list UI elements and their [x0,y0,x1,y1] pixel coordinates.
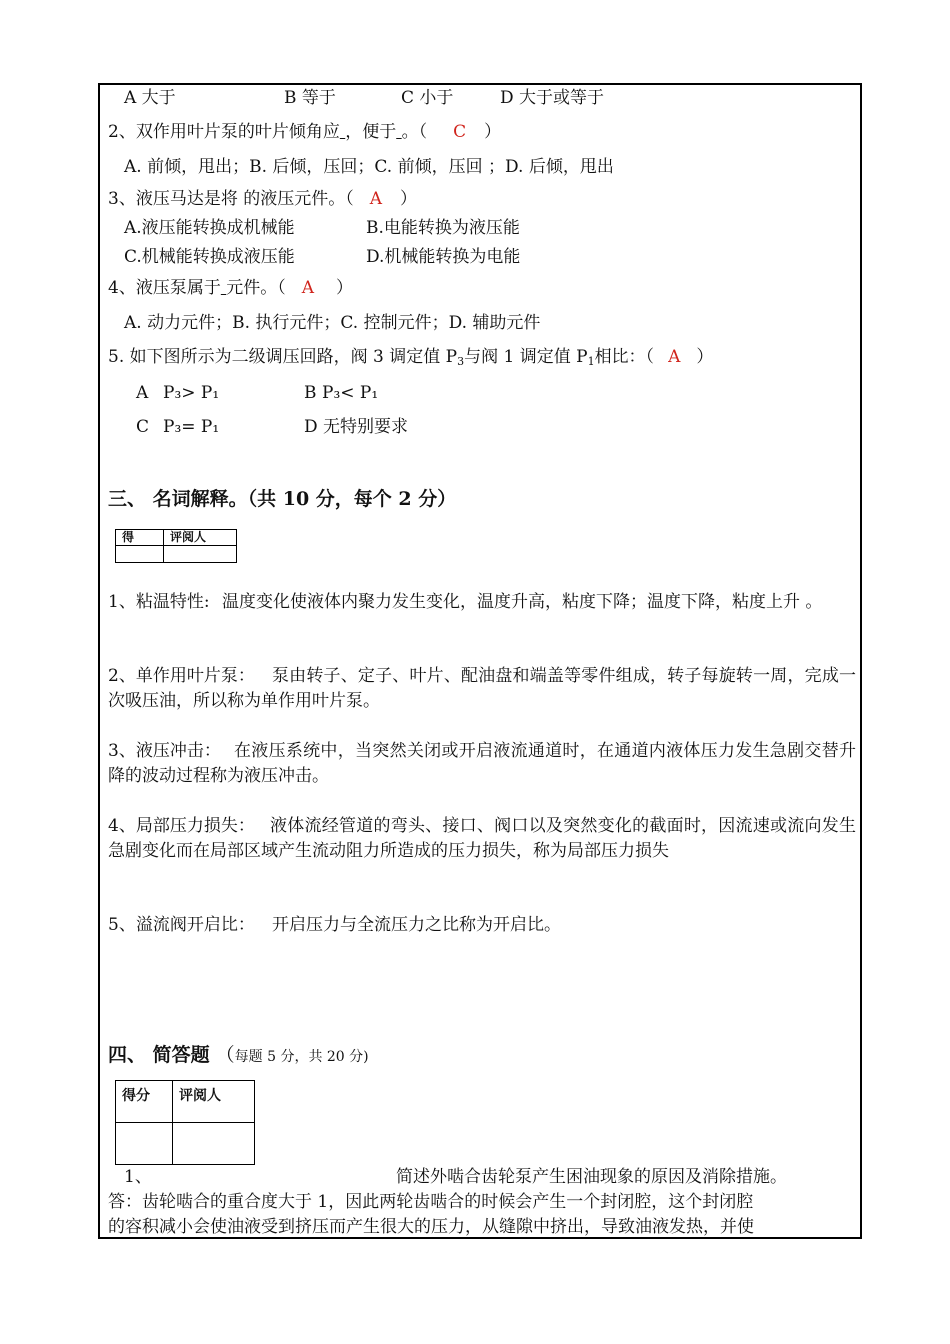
q4-close: ） [336,278,354,298]
q3-answer: A [369,189,383,209]
q1-option-a: A 大于 [124,88,176,108]
q2-text-post: 。（ [401,122,428,142]
q4-1-question: 简述外啮合齿轮泵产生困油现象的原因及消除措施。 [396,1167,787,1187]
definition-term: 2、单作用叶片泵： [108,666,255,686]
q1-option-b: B 等于 [284,88,336,108]
q4-text-post: 元件。（ [226,278,286,298]
q2-options: A. 前倾，甩出；B. 后倾，压回；C. 前倾，压回 ；D. 后倾，甩出 [124,157,614,177]
q4-1-number: 1、 [124,1167,152,1187]
q4-text: 4、液压泵属于 [108,278,221,298]
definition-body: 液体流经管道的弯头、接口、阀口以及突然变化的截面时，因流速或流向发生急剧变化而在局部区域产生流动阻力所造成的压力损失，称为局部压力损失 [108,816,856,861]
q5-option-c-label: C [136,417,150,437]
section-4-paren: （ [215,1044,235,1066]
definition-body: 泵由转子、定子、叶片、配油盘和端盖等零件组成，转子每旋转一周，完成一次吸压油，所以称为单作用叶片泵。 [108,666,856,711]
definition-term: 3、液压冲击： [108,741,221,761]
q5-option-d: D 无特别要求 [304,417,409,437]
q2-text-mid: ，便于 [345,122,397,142]
definition-3 [108,739,856,791]
reviewer-cell[interactable] [164,546,237,563]
q5-close: ） [696,347,714,367]
reviewer-label: 评阅人 [164,530,237,546]
q3-text-post: 的液压元件。（ [243,189,354,209]
section-3-score-table [115,529,237,563]
score-cell[interactable] [116,1123,173,1165]
q3-option-a: A.液压能转换成机械能 [124,218,295,238]
q2-text: 2、双作用叶片泵的叶片倾角应 [108,122,340,142]
q3-option-b: B.电能转换为液压能 [366,218,520,238]
section-3-title: 三、 名词解释。（共 10 分，每个 2 分） [108,488,457,510]
definition-2 [108,664,856,716]
score-cell[interactable] [116,546,164,563]
definition-term: 4、局部压力损失： [108,816,255,836]
q5-text-post: 相比：（ [594,347,655,367]
definition-term: 1、粘温特性: [108,592,210,612]
q2-close: ） [484,122,502,142]
section-4-note: 每题 5 分，共 20 分) [234,1049,369,1065]
score-label: 得 [116,530,164,546]
q1-option-c: C 小于 [401,88,454,108]
q3-text: 3、液压马达是将 [108,189,244,209]
definition-1 [108,590,856,642]
q5-answer: A [668,347,681,367]
definition-body: 开启压力与全流压力之比称为开启比。 [272,915,561,935]
section-4-score-table [115,1080,255,1165]
definition-term: 5、溢流阀开启比： [108,915,255,935]
q5-option-c: P₃= P₁ [163,417,220,437]
q5-option-b-label: B [304,383,317,403]
score-label: 得分 [116,1081,173,1123]
q1-option-d: D 大于或等于 [500,88,605,108]
section-4-heading: 四、 简答题 [108,1044,210,1066]
reviewer-cell[interactable] [173,1123,255,1165]
q5-text-mid: 与阀 1 调定值 P [464,347,588,367]
q5-question [108,346,713,373]
q3-close: ） [400,189,418,209]
q4-1-answer-line-1: 答：齿轮啮合的重合度大于 1，因此两轮齿啮合的时候会产生一个封闭腔，这个封闭腔 [108,1192,754,1212]
q3-option-d: D.机械能转换为电能 [366,247,521,267]
q4-options: A. 动力元件；B. 执行元件；C. 控制元件；D. 辅助元件 [124,313,541,333]
definition-5 [108,913,856,939]
q5-option-a: P₃> P₁ [163,383,220,403]
q5-option-a-label: A [136,383,149,403]
q3-option-c: C.机械能转换成液压能 [124,247,295,267]
reviewer-label: 评阅人 [173,1081,255,1123]
q4-question [108,277,353,299]
q4-1-answer-line-2: 的容积减小会使油液受到挤压而产生很大的压力，从缝隙中挤出，导致油液发热，并使 [108,1217,754,1237]
q4-answer: A [301,278,315,298]
q5-option-b: P₃< P₁ [322,383,379,403]
definition-body: 在液压系统中，当突然关闭或开启液流通道时，在通道内液体压力发生急剧交替升降的波动过程称为液压冲击。 [108,741,856,786]
q2-answer: C [453,122,467,142]
definition-4 [108,814,856,892]
section-4-title [108,1040,369,1067]
q5-text: 5. 如下图所示为二级调压回路，阀 3 调定值 P [108,347,458,367]
q3-question [108,188,417,210]
q5-sub-1: 1 [587,355,595,368]
q2-question [108,121,501,143]
q5-sub-3: 3 [457,355,465,368]
definition-body: 温度变化使液体内聚力发生变化，温度升高，粘度下降；温度下降，粘度上升 。 [222,592,823,612]
